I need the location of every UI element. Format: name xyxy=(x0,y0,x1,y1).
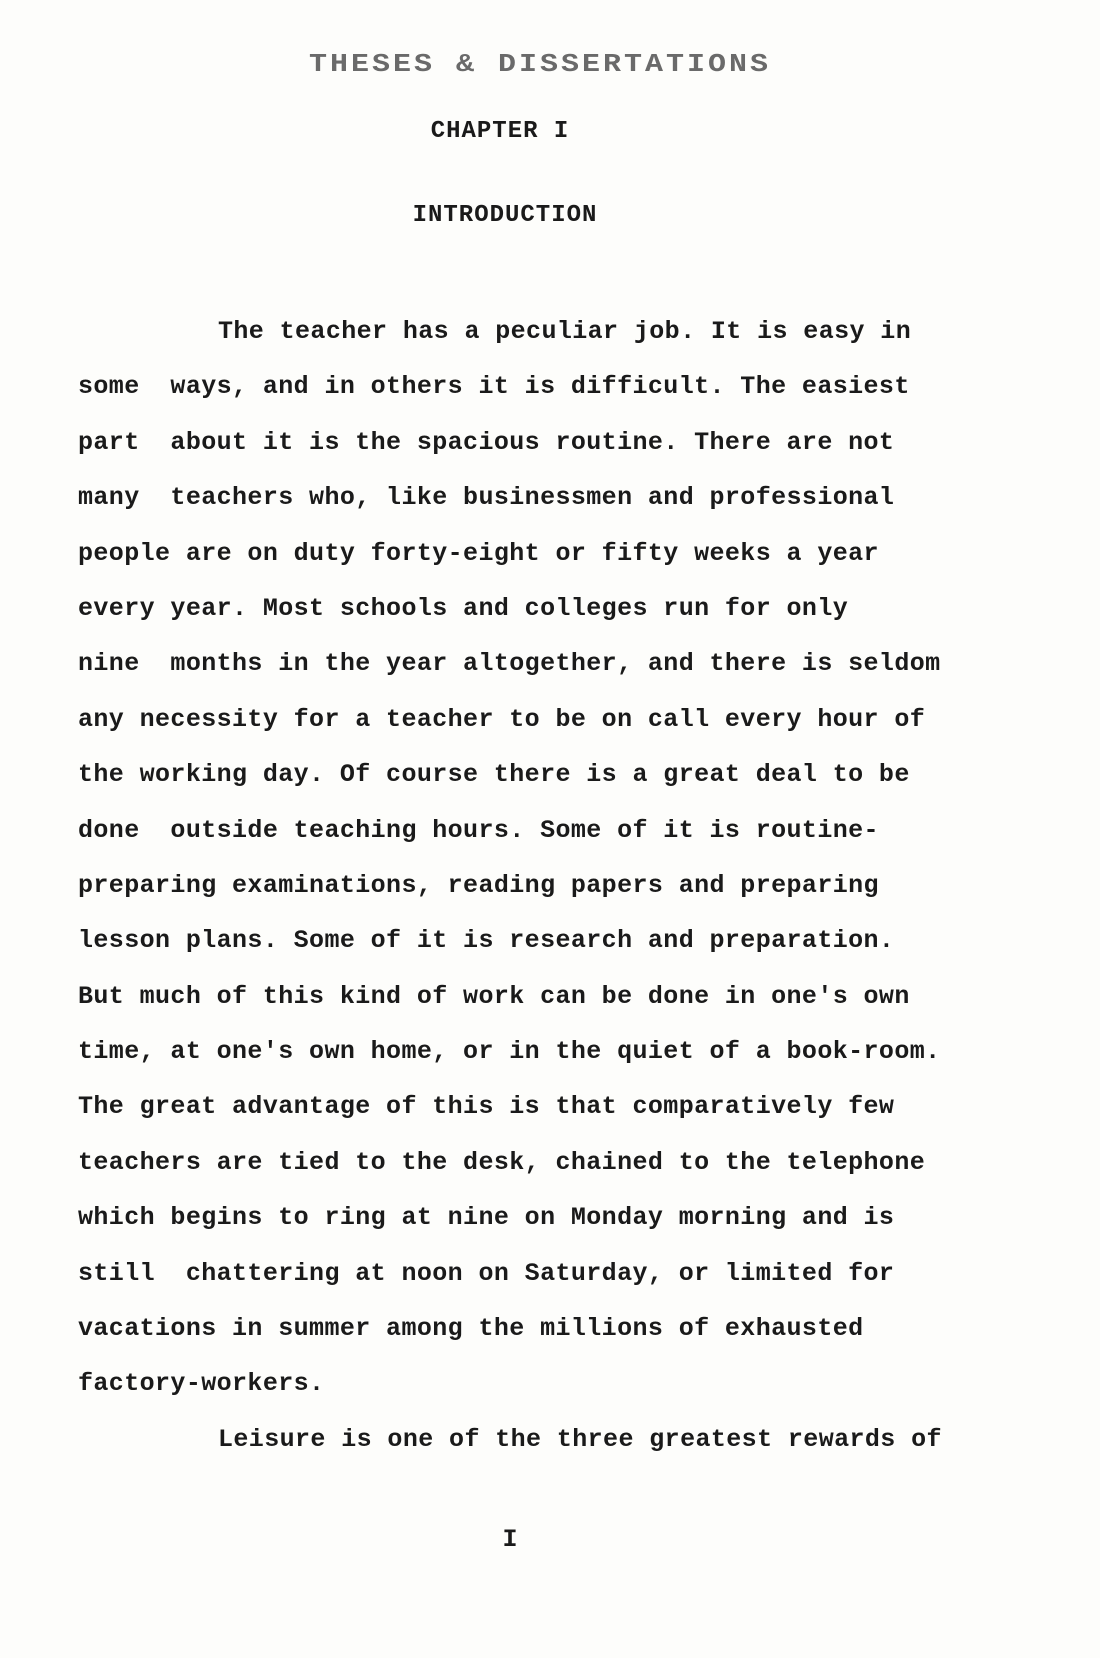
text-line: which begins to ring at nine on Monday morning and is xyxy=(78,1203,895,1233)
chapter-label: CHAPTER I xyxy=(430,118,570,145)
text-line: But much of this kind of work can be done in one's own xyxy=(78,981,910,1011)
text-line: teachers are tied to the desk, chained to the telephone xyxy=(78,1147,926,1177)
text-line: nine months in the year altogether, and there is seldom xyxy=(78,649,941,679)
body-text xyxy=(78,316,978,1479)
page-number: I xyxy=(502,1525,518,1554)
text-line: lesson plans. Some of it is research and preparation. xyxy=(78,926,895,956)
text-line: vacations in summer among the millions of exhausted xyxy=(78,1314,864,1344)
text-line: every year. Most schools and colleges run for only xyxy=(78,593,849,623)
text-line: The great advantage of this is that comparatively few xyxy=(78,1092,895,1122)
text-line: done outside teaching hours. Some of it is routine- xyxy=(78,815,879,845)
text-line: the working day. Of course there is a great deal to be xyxy=(78,760,910,790)
text-line: some ways, and in others it is difficult. The easiest xyxy=(78,372,910,402)
archive-stamp: THESES & DISSERTATIONS xyxy=(308,50,772,80)
text-line: people are on duty forty-eight or fifty weeks a year xyxy=(78,538,879,568)
text-line: any necessity for a teacher to be on call every hour of xyxy=(78,704,926,734)
text-line: factory-workers. xyxy=(78,1369,325,1399)
text-line: time, at one's own home, or in the quiet of a book-room. xyxy=(78,1037,941,1067)
section-heading: INTRODUCTION xyxy=(412,202,598,229)
text-line: part about it is the spacious routine. There are not xyxy=(78,427,895,457)
text-line: many teachers who, like businessmen and professional xyxy=(78,483,895,513)
text-line: Leisure is one of the three greatest rewards of xyxy=(218,1424,942,1454)
text-line: The teacher has a peculiar job. It is easy in xyxy=(218,317,912,346)
text-line: still chattering at noon on Saturday, or limited for xyxy=(78,1258,895,1288)
text-line: preparing examinations, reading papers and preparing xyxy=(78,870,879,900)
